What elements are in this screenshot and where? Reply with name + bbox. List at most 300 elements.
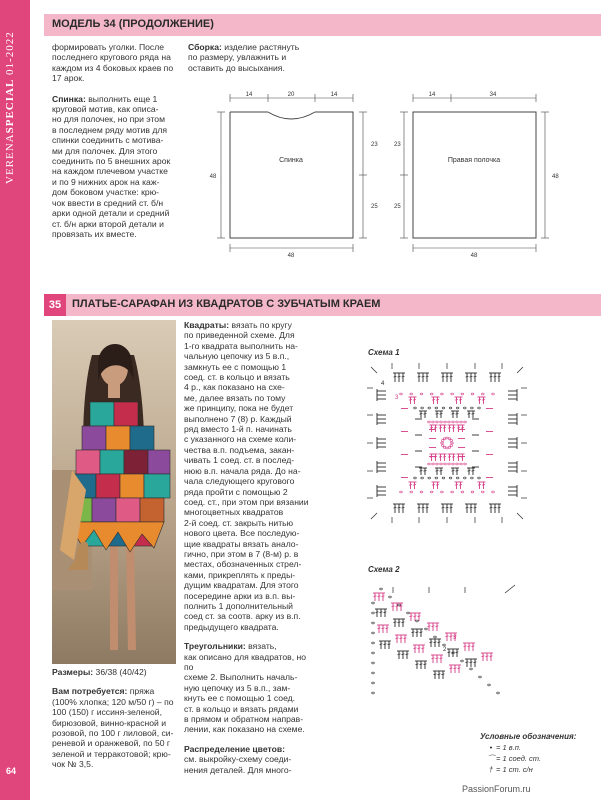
dc-stitch-cross [443, 456, 446, 457]
dc-stitch-cross [409, 399, 412, 400]
text-line: 4 р., как показано на схе- [184, 382, 285, 393]
dc-stitch-cross [394, 507, 397, 508]
chain-stitch [451, 442, 454, 444]
page-number: 64 [6, 766, 17, 776]
brand-special: SPECIAL [4, 78, 16, 134]
dc-stitch-cross [436, 658, 439, 659]
chain-stitch [436, 421, 439, 423]
dc-stitch-cross [443, 427, 446, 428]
chain-stitch [461, 393, 464, 395]
materials-first-line: пряжа [127, 686, 155, 697]
text-line: 100 (150) г иссиня-зеленой, [52, 707, 162, 718]
brand-name: VERENA [4, 133, 16, 184]
chain-stitch [441, 445, 444, 447]
dc-stitch-cross [402, 654, 405, 655]
section-title: ПЛАТЬЕ-САРАФАН ИЗ КВАДРАТОВ С ЗУБЧАТЫМ КРАЕМ [72, 298, 381, 310]
dc-stitch-cross [409, 484, 412, 485]
corner-arrow [517, 367, 523, 373]
colors-lead: Распределение цветов: [184, 743, 286, 754]
dc-stitch-cross [428, 626, 431, 627]
materials-lead: Вам потребуется: [52, 686, 128, 697]
pattern-label-back: Спинка [279, 157, 303, 164]
chain-stitch [430, 393, 433, 395]
dc-stitch-cross [436, 470, 439, 471]
chain-stitch [464, 421, 467, 423]
dc-stitch-cross [398, 654, 401, 655]
dc-stitch-cross [440, 470, 443, 471]
dc-stitch-cross [450, 668, 453, 669]
text-line: 1-го квадрата выполнить на- [184, 340, 298, 351]
chain-stitch [414, 477, 417, 479]
dc-stitch-cross [486, 656, 489, 657]
dc-stitch-cross [452, 470, 455, 471]
schema-2-label: Схема 2 [368, 565, 400, 574]
dc-stitch-cross [392, 606, 395, 607]
dc-stitch-cross [432, 484, 435, 485]
row-number: 3 [453, 635, 457, 641]
text-line: чок № 3,5. [52, 759, 94, 770]
chain-stitch [442, 477, 445, 479]
chain-stitch [478, 477, 481, 479]
text-line: замкнуть ее с помощью 1 [184, 361, 287, 372]
dc-stitch-cross [439, 456, 442, 457]
dc-stitch-cross [482, 399, 485, 400]
text-line: схеме 2. Выполнить началь- [184, 672, 298, 683]
legend-item [486, 743, 595, 752]
dc-stitch-cross [413, 399, 416, 400]
text-line: как описано для квадратов, но по [184, 651, 307, 672]
text-line: в последнем ряду мотив для [52, 124, 168, 135]
text-line: бирюзовой, винно-красной и [52, 717, 167, 728]
dc-stitch-cross [394, 376, 397, 377]
chain-stitch [452, 463, 455, 465]
triangles-instructions [184, 641, 312, 735]
text-line: по приведенной схеме. Для [184, 330, 295, 341]
assembly-text [188, 52, 318, 73]
chain-stitch [470, 668, 473, 670]
chain-stitch [449, 477, 452, 479]
dc-stitch-cross [420, 664, 423, 665]
model-photo [52, 320, 176, 664]
dc-stitch-cross [404, 638, 407, 639]
chain-stitch [380, 588, 383, 590]
dc-stitch-cross [416, 632, 419, 633]
text-line: спинки соединить с мотива- [52, 135, 164, 146]
chain-stitch [443, 644, 446, 646]
chain-stitch [428, 463, 431, 465]
dc-stitch-cross [474, 376, 477, 377]
text-line: нового цвета. Все последую- [184, 528, 300, 539]
dim-top-2: 34 [489, 92, 497, 98]
chain-stitch [420, 393, 423, 395]
dc-stitch-cross [410, 616, 413, 617]
dim-top-1: 14 [245, 92, 253, 98]
chain-stitch [456, 477, 459, 479]
chain-stitch [448, 421, 451, 423]
chain-stitch [449, 407, 452, 409]
dc-stitch-cross [448, 427, 451, 428]
corner-arrow [517, 513, 523, 519]
dc-stitch-cross [413, 484, 416, 485]
dc-stitch-cross [474, 662, 477, 663]
chain-stitch [372, 612, 375, 614]
dc-stitch-cross [474, 507, 477, 508]
row-number: 2 [443, 647, 447, 653]
text-line: дущим квадратам. Для этого [184, 580, 299, 591]
text-line: ную цепочку из 5 в.п., зам- [184, 682, 291, 693]
dc-stitch-cross [426, 376, 429, 377]
chain-stitch [478, 407, 481, 409]
dc-stitch-cross [384, 644, 387, 645]
text-line: круговой мотив, как описа- [52, 104, 159, 115]
dc-stitch-cross [418, 507, 421, 508]
chain-stitch [372, 622, 375, 624]
chain-stitch [372, 652, 375, 654]
text-line: посередине арки из в.п. вы- [184, 590, 296, 601]
text-line: чивать 1 соед. ст. в послед- [184, 455, 295, 466]
dc-stitch-cross [398, 376, 401, 377]
dc-stitch-cross [457, 427, 460, 428]
chain-stitch [372, 682, 375, 684]
dc-stitch-cross [461, 427, 464, 428]
dc-stitch-cross [458, 668, 461, 669]
dim-bottom: 48 [470, 253, 478, 259]
dc-stitch-cross [422, 648, 425, 649]
chain-stitch [481, 393, 484, 395]
chain-stitch [442, 407, 445, 409]
continuation-text [52, 42, 180, 84]
dc-stitch-cross [396, 638, 399, 639]
chain-stitch [443, 446, 446, 448]
chain-stitch [428, 477, 431, 479]
text-line: полнить 1 дополнительный [184, 600, 293, 611]
chain-stitch [441, 440, 444, 442]
dc-stitch-cross [452, 427, 455, 428]
sizes-materials [52, 667, 178, 770]
text-line: чества в.п. подъема, закан- [184, 444, 295, 455]
chain-stitch [450, 440, 453, 442]
dc-stitch-cross [472, 470, 475, 471]
chain-stitch [488, 684, 491, 686]
dc-stitch-cross [420, 470, 423, 471]
section-header-model-34 [44, 14, 601, 36]
text-line: ме, далее вязать по тому [184, 392, 286, 403]
text-line: реневой и оранжевой, по 50 г [52, 738, 171, 749]
text-line: в прямом и обратном направ- [184, 714, 304, 725]
chain-stitch [414, 407, 417, 409]
chain-stitch [444, 421, 447, 423]
chain-stitch [434, 636, 437, 638]
chain-stitch [432, 421, 435, 423]
text-line: местах, обозначенных стрел- [184, 559, 302, 570]
text-line: чала следующего кругового [184, 476, 295, 487]
dc-stitch-cross [420, 632, 423, 633]
chain-stitch [372, 662, 375, 664]
dc-stitch-cross [386, 628, 389, 629]
text-line: щие квадраты вязать анало- [184, 538, 299, 549]
text-line: кнуть ее с помощью 1 соед. [184, 693, 296, 704]
chain-stitch [444, 463, 447, 465]
dc-stitch-cross [436, 626, 439, 627]
text-line: арки одной детали и средний [52, 208, 170, 219]
chain-stitch [463, 407, 466, 409]
dc-stitch-cross [436, 413, 439, 414]
chain-stitch [432, 463, 435, 465]
dim-side-1: 23 [394, 142, 401, 148]
dc-stitch-cross [382, 596, 385, 597]
dc-stitch-cross [446, 507, 449, 508]
dc-stitch-cross [470, 507, 473, 508]
watermark: PassionForum.ru [462, 784, 531, 794]
dc-stitch-cross [490, 656, 493, 657]
dc-stitch-cross [482, 484, 485, 485]
dc-stitch-cross [380, 612, 383, 613]
dc-stitch-cross [424, 470, 427, 471]
legend-item [486, 765, 595, 774]
materials [52, 686, 178, 769]
dc-stitch-cross [446, 376, 449, 377]
chain-stitch [389, 596, 392, 598]
dc-stitch-cross [382, 628, 385, 629]
text-line: нюю в.п. начала ряда. До на- [184, 465, 301, 476]
corner-arrow [371, 367, 377, 373]
dc-stitch-cross [448, 652, 451, 653]
back-first-line: выполнить еще 1 [85, 93, 158, 104]
dc-stitch-cross [452, 413, 455, 414]
dc-stitch-cross [470, 376, 473, 377]
assembly-lead: Сборка: [188, 42, 222, 52]
chain-stitch [441, 442, 444, 444]
dc-stitch-cross [398, 507, 401, 508]
chain-stitch [421, 477, 424, 479]
squares-text [184, 330, 312, 632]
assembly-first-line: изделие растянуть [221, 42, 300, 52]
chain-stitch [448, 438, 451, 440]
chain-stitch [428, 421, 431, 423]
text-line: (100% хлопка; 120 м/50 г) – по [52, 696, 174, 707]
dc-stitch-cross [402, 507, 405, 508]
text-line: соед. ст. в кольцо и вязать [184, 372, 290, 383]
sizes [52, 667, 178, 677]
chain-stitch [400, 393, 403, 395]
dc-stitch-cross [418, 648, 421, 649]
text-line: ряд вместо 1-й п. начинать [184, 424, 292, 435]
materials-text [52, 697, 178, 770]
legend-item [486, 753, 595, 764]
corner-arrow [505, 585, 515, 593]
pattern-label-front: Правая полочка [447, 157, 501, 164]
chain-stitch [398, 604, 401, 606]
dim-bottom: 48 [287, 253, 295, 259]
section-title: МОДЕЛЬ 34 (ПРОДОЛЖЕНИЕ) [52, 18, 214, 30]
text-line: соед ст. за соотв. арку из в.п. [184, 611, 301, 622]
dim-top-1: 14 [428, 92, 436, 98]
legend-text: = 1 ст. с/н [496, 765, 533, 774]
text-line: предыдущего квадрата. [184, 621, 279, 632]
schema-1-chart [365, 358, 530, 528]
dim-top-2: 20 [287, 92, 295, 98]
dc-stitch-cross [468, 470, 471, 471]
dc-stitch-cross [490, 376, 493, 377]
chain-stitch [372, 632, 375, 634]
chain-stitch [430, 491, 433, 493]
dc-stitch-cross [459, 399, 462, 400]
chain-stitch [451, 491, 454, 493]
chain-stitch [471, 477, 474, 479]
chain-stitch [440, 463, 443, 465]
dc-stitch-cross [376, 612, 379, 613]
dc-stitch-cross [446, 636, 449, 637]
text-line: ряда пройти с помощью 2 [184, 486, 288, 497]
dc-stitch-cross [402, 376, 405, 377]
text-line: розовой, по 100 г лиловой, си- [52, 728, 174, 739]
dc-stitch-cross [432, 399, 435, 400]
chain-stitch-icon: • [489, 743, 493, 752]
dc-stitch-cross [442, 674, 445, 675]
text-line: чальную цепочку из 5 в.п., [184, 351, 290, 362]
text-line: гично, при этом в 7 (8-м) р. в [184, 548, 299, 559]
text-line: многоцветных квадратов [184, 507, 284, 518]
dc-stitch-cross [494, 507, 497, 508]
dc-stitch-cross [394, 622, 397, 623]
dc-stitch-cross [414, 616, 417, 617]
text-line: ками, прикреплять к преды- [184, 569, 296, 580]
colors-instructions [184, 744, 312, 775]
double-crochet-icon: † [488, 765, 494, 774]
dc-stitch-cross [378, 628, 381, 629]
triangles-lead: Треугольники: [184, 641, 246, 652]
dc-stitch-cross [478, 484, 481, 485]
dim-side-1: 23 [371, 142, 378, 148]
dc-stitch-cross [424, 413, 427, 414]
chain-stitch [450, 445, 453, 447]
model-number: 35 [44, 294, 66, 316]
sizes-value: 36/38 (40/42) [93, 667, 147, 677]
dc-stitch-cross [434, 427, 437, 428]
slip-stitch-icon: ⌒ [487, 754, 495, 763]
dc-stitch-cross [466, 507, 469, 508]
row-number: 3 [395, 395, 399, 401]
chain-stitch [435, 407, 438, 409]
dc-stitch-cross [436, 484, 439, 485]
chain-stitch [479, 676, 482, 678]
chain-stitch [436, 463, 439, 465]
text-line: дом боковом участке: крю- [52, 187, 160, 198]
back-instructions [52, 94, 180, 240]
chain-stitch [428, 407, 431, 409]
chain-stitch [410, 393, 413, 395]
text-line: провязать их вместе. [52, 228, 137, 239]
chain-stitch [463, 477, 466, 479]
chain-stitch [481, 491, 484, 493]
chain-stitch [425, 628, 428, 630]
legend-text: = 1 соед. ст. [496, 754, 542, 763]
row-number: 4 [381, 381, 385, 387]
dc-stitch-cross [406, 654, 409, 655]
dc-stitch-cross [418, 616, 421, 617]
squares-first-line: вязать по кругу [229, 320, 292, 330]
chain-stitch [456, 463, 459, 465]
chain-stitch [410, 491, 413, 493]
dc-stitch-cross [414, 648, 417, 649]
text-line: 2-й соед. ст. закрыть нитью [184, 517, 294, 528]
text-line: см. выкройку-схему соеди- [184, 754, 292, 765]
chain-stitch [416, 620, 419, 622]
dc-stitch-cross [442, 507, 445, 508]
chain-stitch [456, 421, 459, 423]
symbol-legend [480, 732, 595, 775]
dc-stitch-cross [439, 427, 442, 428]
legend-title: Условные обозначения: [480, 732, 577, 741]
magazine-brand [4, 14, 26, 184]
dc-stitch-cross [472, 646, 475, 647]
chain-stitch [435, 477, 438, 479]
dc-stitch-cross [412, 632, 415, 633]
text-line: лении, как показано на схеме. [184, 724, 305, 735]
dc-stitch-cross [434, 642, 437, 643]
chain-stitch [452, 421, 455, 423]
text-line: чок ввести в средний ст. б/н [52, 197, 164, 208]
text-line: на каждом плечевом участке [52, 166, 168, 177]
dc-stitch-cross [438, 674, 441, 675]
chain-stitch [497, 692, 500, 694]
dc-stitch-cross [468, 413, 471, 414]
dc-stitch-cross [398, 622, 401, 623]
dc-stitch-cross [420, 413, 423, 414]
squares-lead: Квадраты: [184, 320, 230, 330]
dc-stitch-cross [456, 470, 459, 471]
dc-stitch-cross [378, 596, 381, 597]
dc-stitch-cross [494, 376, 497, 377]
text-line: и по 9 нижних арок на каж- [52, 176, 160, 187]
dc-stitch-cross [422, 376, 425, 377]
text-line: выполнено 7 (8) р. Каждый [184, 413, 292, 424]
dc-stitch-cross [455, 399, 458, 400]
text-line: каждом из 4 боковых краев по [52, 62, 174, 73]
dc-stitch-cross [426, 507, 429, 508]
text-line: оставить до высыхания. [188, 62, 285, 73]
dc-stitch-cross [402, 622, 405, 623]
dc-stitch-cross [430, 642, 433, 643]
dim-top-3: 14 [330, 92, 338, 98]
dc-stitch-cross [450, 507, 453, 508]
chain-stitch [407, 612, 410, 614]
dc-stitch-cross [466, 376, 469, 377]
chain-stitch [372, 602, 375, 604]
dim-right: 48 [552, 174, 559, 180]
dc-stitch-cross [482, 656, 485, 657]
issue-number: 01-2022 [4, 31, 16, 75]
text-line: соед. ст., при этом при вязании [184, 496, 309, 507]
back-lead: Спинка: [52, 93, 86, 104]
text-line: же принципу, пока не будет [184, 403, 294, 414]
dc-stitch-cross [498, 507, 501, 508]
text-line: ст. б/н арки второй детали и [52, 218, 164, 229]
dc-stitch-cross [438, 642, 441, 643]
chain-stitch [372, 642, 375, 644]
chain-stitch [372, 692, 375, 694]
dc-stitch-cross [490, 507, 493, 508]
triangles-first-line: вязать, [245, 641, 277, 652]
dc-stitch-cross [418, 376, 421, 377]
pattern-back-diagram [205, 90, 390, 260]
assembly-instructions [188, 42, 318, 73]
dc-stitch-cross [450, 376, 453, 377]
schema-2-chart [365, 575, 525, 725]
dc-stitch-cross [388, 644, 391, 645]
dc-stitch-cross [459, 484, 462, 485]
text-line: но для полочек, но при этом [52, 114, 165, 125]
